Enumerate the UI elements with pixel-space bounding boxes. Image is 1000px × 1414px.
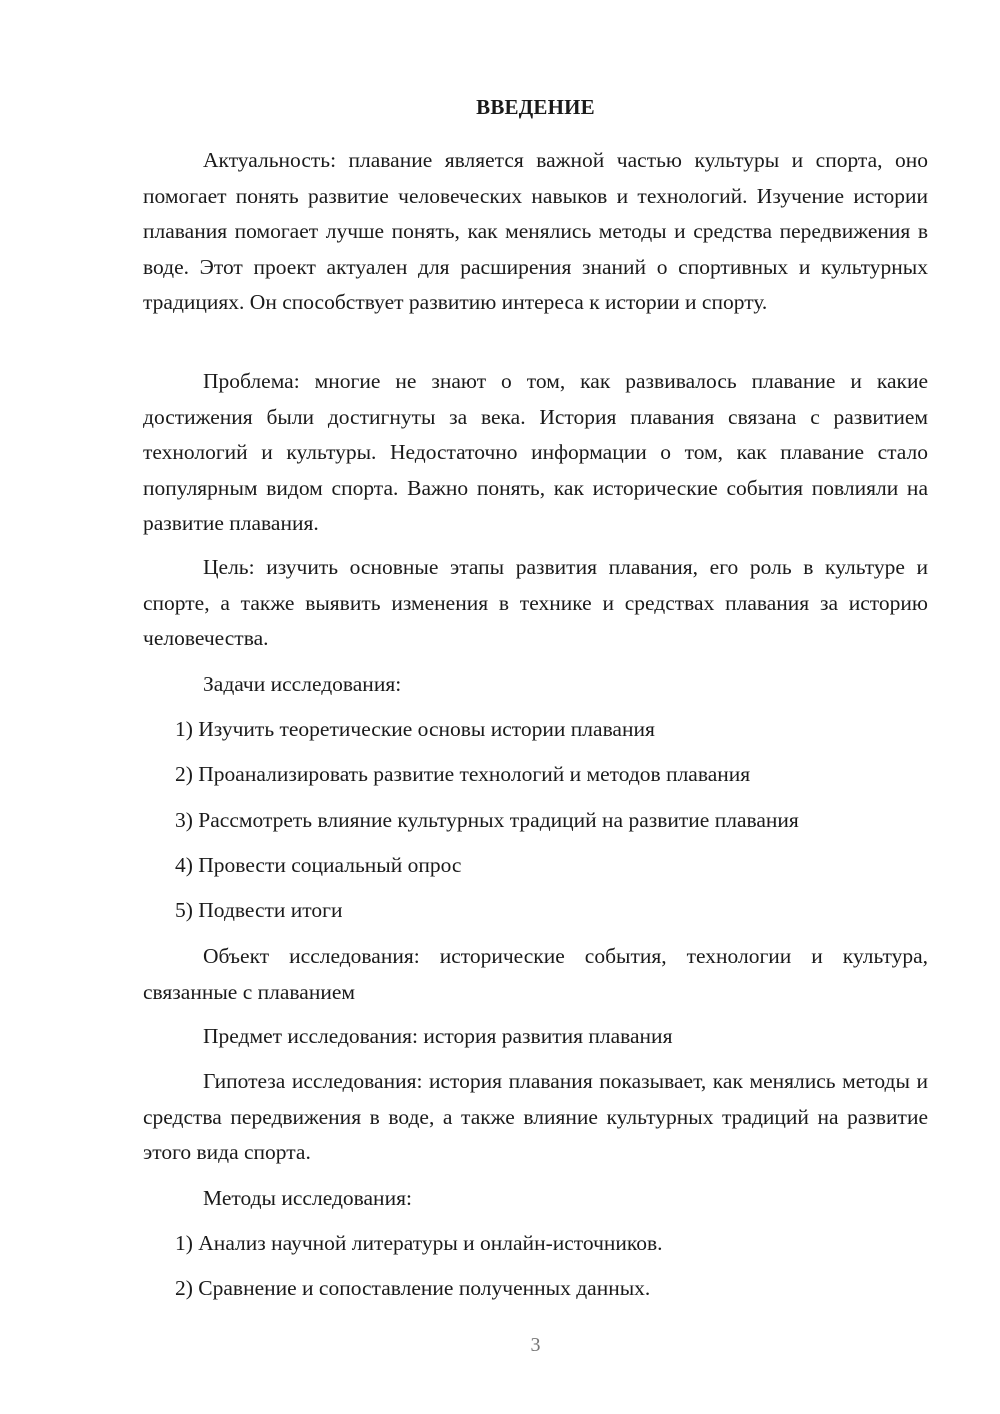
problem-paragraph: Проблема: многие не знают о том, как развивалось плавание и какие достижения были достигнуты за века. История плавания связана с развитием технологий и культуры. Недостаточно информации о том, как плавание стало популярным видом спорта. Важно понять, как исторические события повлияли на развитие плавания. [143, 369, 928, 535]
relevance-paragraph: Актуальность: плавание является важной частью культуры и спорта, оно помогает понять развитие человеческих навыков и технологий. Изучение истории плавания помогает лучше понять, как менялись методы и средства передвижения в воде. Этот проект актуален для расширения знаний о спортивных и культурных традициях. Он способствует развитию интереса к истории и спорту. [143, 148, 928, 314]
task-item: 1) Изучить теоретические основы истории плавания [175, 717, 655, 741]
object-paragraph: Объект исследования: исторические события, технологии и культура, связанные с плаванием [143, 944, 928, 1004]
tasks-heading: Задачи исследования: [203, 672, 402, 696]
subject-paragraph: Предмет исследования: история развития плавания [203, 1024, 673, 1048]
section-title: ВВЕДЕНИЕ [476, 95, 595, 119]
hypothesis-paragraph: Гипотеза исследования: история плавания показывает, как менялись методы и средства передвижения в воде, а также влияние культурных традиций на развитие этого вида спорта. [143, 1069, 928, 1164]
goal-paragraph: Цель: изучить основные этапы развития плавания, его роль в культуре и спорте, а также выявить изменения в технике и средствах плавания за историю человечества. [143, 555, 928, 650]
methods-heading: Методы исследования: [203, 1186, 412, 1210]
task-item: 3) Рассмотреть влияние культурных традиций на развитие плавания [175, 808, 799, 832]
task-item: 4) Провести социальный опрос [175, 853, 462, 877]
method-item: 2) Сравнение и сопоставление полученных данных. [175, 1276, 651, 1300]
task-item: 5) Подвести итоги [175, 898, 343, 922]
page-number: 3 [530, 1334, 541, 1356]
method-item: 1) Анализ научной литературы и онлайн-источников. [175, 1231, 663, 1255]
task-item: 2) Проанализировать развитие технологий и методов плавания [175, 762, 751, 786]
